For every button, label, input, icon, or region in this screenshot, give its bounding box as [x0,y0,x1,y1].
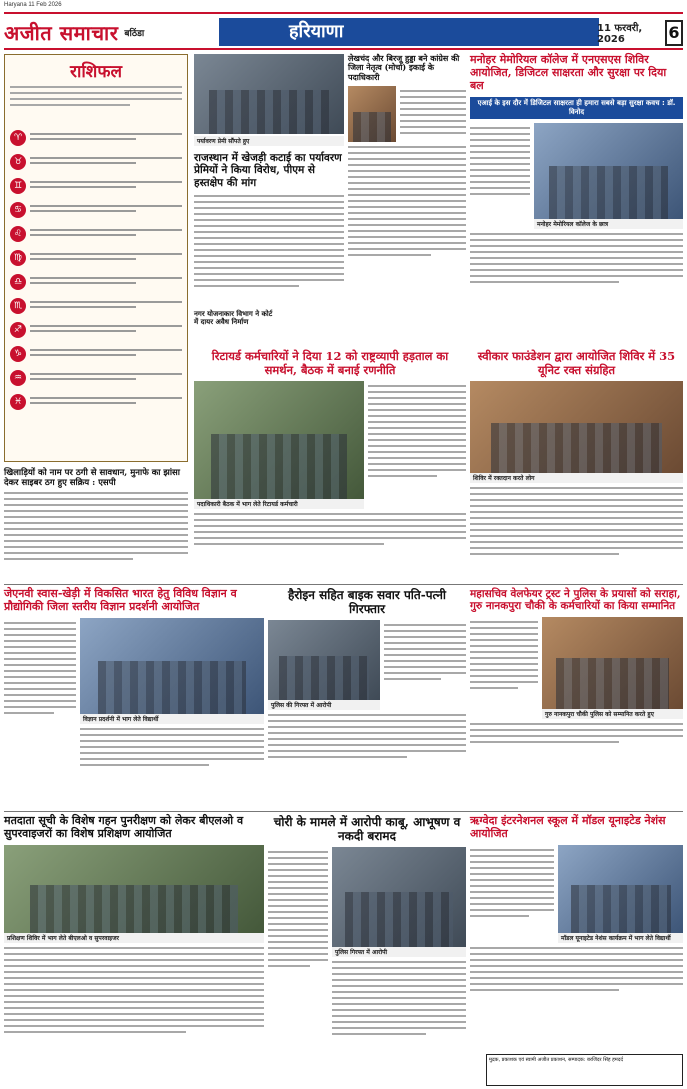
rashi-row-7 [10,274,182,294]
story-retired-caption: पदाधिकारी बैठक में भाग लेते रिटायर्ड कर्मचारी [194,499,364,509]
rashi-row-12 [10,394,182,414]
story-college-banner: एआई के इस दौर में डिजिटल साक्षरता ही हमारा सबसे बड़ा सुरक्षा कवच : डॉ. विनोद [470,97,683,119]
story-college-text-b [470,233,683,283]
story-school-headline: ऋग्वेदा इंटरनेशनल स्कूल में मॉडल यूनाइटेड नेशंस आयोजित [470,814,666,840]
story-heroin-headline: हैरोइन सहित बाइक सवार पति-पत्नी गिरफ्तार [288,588,446,617]
rashi-row-11 [10,370,182,390]
masthead-right [597,16,683,48]
story-school-photo [558,845,683,933]
virgo-icon: ♍ [10,250,26,266]
newspaper-logo: अजीत समाचार [4,20,119,45]
story-college-photo [534,123,683,219]
story-forest-caption: पर्यावरण प्रेमी सौंपते हुए [194,136,344,146]
story-mukesh-text [4,492,188,560]
story-retired-text-b [194,513,466,545]
story-mahasachiv-caption: गुरु नानकपुरा चौकी पुलिस को सम्मानित करते हुए [542,709,683,719]
rashi-row-2 [10,154,182,174]
story-college-headline: मनोहर मेमोरियल कॉलेज में एनएसएस शिविर आयोजित, डिजिटल साक्षरता और सुरक्षा पर दिया बल [470,53,667,92]
issue-date: 11 फरवरी, 2026 [597,23,643,45]
edition-label: बठिंडा [124,28,145,39]
story-town [194,310,274,348]
story-mahasachiv-headline: महासचिव वेलफेयर ट्रस्ट ने पुलिस के प्रयासों को सराहा, गुरु नानकपुरा चौकी के कर्मचारियों का किया सम्मानित [470,588,681,613]
aries-icon: ♈ [10,130,26,146]
story-theft-photo [332,847,466,947]
story-mukesh [4,468,188,580]
scorpio-icon: ♏ [10,298,26,314]
sagittarius-icon: ♐ [10,322,26,338]
story-voter-headline: मतदाता सूची के विशेष गहन पुनरीक्षण को लेकर बीएलओ व सुपरवाइजरों का विशेष प्रशिक्षण आयोजित [4,814,244,840]
story-college [470,54,683,344]
story-heroin-text-a [384,620,466,710]
leo-icon: ♌ [10,226,26,242]
masthead-left [4,16,204,48]
rashi-row-1 [10,130,182,150]
story-science-caption: विज्ञान प्रदर्शनी में भाग लेते विद्यार्थी [80,714,264,724]
story-science-text-a [4,618,76,770]
story-mahasachiv-photo [542,617,683,709]
story-school-text-b [470,947,683,991]
rashi-row-6 [10,250,182,270]
story-mahasachiv-text-a [470,617,538,719]
section-title: हरियाणा [289,21,344,42]
masthead [4,12,683,50]
top-strip: Haryana 11 Feb 2026 [4,2,62,8]
story-theft-text-a [268,847,328,1039]
taurus-icon: ♉ [10,154,26,170]
story-forest-text [194,195,344,287]
cancer-icon: ♋ [10,202,26,218]
story-science-photo [80,618,264,714]
story-congress-headline: लेखचंद और बिरजू हुड्डा बने कांग्रेस की जिला नेतृत्व (मोर्चा) इकाई के पदाधिकारी [348,53,460,82]
story-mahasachiv [470,588,683,808]
rashi-row-8 [10,298,182,318]
story-retired-text-a [368,381,466,509]
story-heroin [268,588,466,808]
story-school-text-a [470,845,554,943]
divider-2 [4,811,683,812]
story-congress [348,54,466,304]
libra-icon: ♎ [10,274,26,290]
story-swikar [470,350,683,582]
story-swikar-headline: स्वीकार फाउंडेशन द्वारा आयोजित शिविर में 35 यूनिट रक्त संग्रहित [477,349,676,377]
rashifal-intro [10,86,182,126]
rashi-row-5 [10,226,182,246]
story-voter-photo [4,845,264,933]
story-science-text-b [80,728,264,766]
section-banner [219,18,599,46]
story-school-caption: मॉडल यूनाइटेड नेशंस कार्यक्रम में भाग लेते विद्यार्थी [558,933,683,943]
story-college-caption: मनोहर मेमोरियल कॉलेज के छात्र [534,219,683,229]
story-congress-text-b [348,146,466,256]
story-voter-text [4,947,264,1033]
pisces-icon: ♓ [10,394,26,410]
story-theft-text-b [332,961,466,1035]
gemini-icon: ♊ [10,178,26,194]
rashi-row-4 [10,202,182,222]
story-retired-headline: रिटायर्ड कर्मचारियों ने दिया 12 को राष्ट्रव्यापी हड़ताल का समर्थन, बैठक में बनाई रणनीति [211,349,449,377]
story-swikar-text [470,487,683,555]
capricorn-icon: ♑ [10,346,26,362]
story-voter-caption: प्रशिक्षण शिविर में भाग लेते बीएलओ व सुपरवाइजर [4,933,264,943]
story-college-text-a [470,123,530,229]
story-heroin-caption: पुलिस की गिरफ्त में आरोपी [268,700,380,710]
aquarius-icon: ♒ [10,370,26,386]
story-heroin-text-b [268,714,466,758]
story-retired [194,350,466,582]
story-theft-headline: चोरी के मामले में आरोपी काबू, आभूषण व नकदी बरामद [273,815,461,844]
story-voter [4,815,264,1085]
story-town-headline: नगर योजनाकार विभाग ने कोर्ट में दायर अवैध निर्माण [194,309,273,327]
story-forest-photo [194,54,344,134]
story-mahasachiv-text-b [470,723,683,743]
story-swikar-photo [470,381,683,473]
story-science [4,588,264,808]
story-heroin-photo [268,620,380,700]
story-school [470,815,683,1051]
story-forest-headline: राजस्थान में खेजड़ी कटाई का पर्यावरण प्रेमियों ने किया विरोध, पीएम से हस्तक्षेप की मांग [194,152,342,189]
rashifal-title: राशिफल [70,62,122,82]
story-theft-caption: पुलिस गिरफ्त में आरोपी [332,947,466,957]
story-congress-text-a [400,86,466,142]
rashi-row-9 [10,322,182,342]
story-retired-photo [194,381,364,499]
story-mukesh-headline: खिलाड़ियों को नाम पर ठगी से सावधान, मुनाफे का झांसा देकर साइबर ठग हुए सक्रिय : एसपी [4,468,180,489]
rashi-row-3 [10,178,182,198]
rashifal-box [4,54,188,462]
divider-1 [4,584,683,585]
page-number: 6 [665,20,683,46]
story-congress-photo [348,86,396,142]
story-science-headline: जेएनवी स्वास-खेड़ी में विकसित भारत हेतु विविध विज्ञान व प्रौद्योगिकी जिला स्तरीय विज्ञान प्रदर्शनी आयोजित [4,587,237,613]
story-theft [268,815,466,1085]
imprint-footer: मुद्रक, प्रकाशक एवं स्वामी अजीत प्रकाशन, सम्पादक: बरजिंदर सिंह हमदर्द [486,1054,683,1086]
rashi-row-10 [10,346,182,366]
story-swikar-caption: शिविर में रक्तदान करते लोग [470,473,683,483]
